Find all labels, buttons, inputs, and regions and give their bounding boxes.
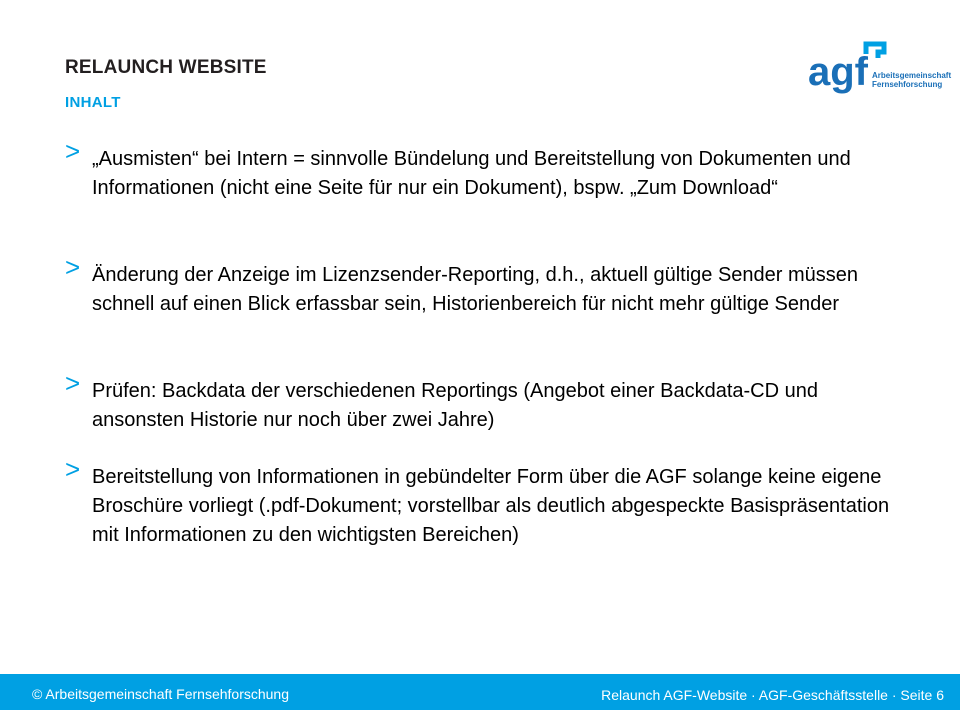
agf-logo [806,40,956,100]
bullet-text: Bereitstellung von Informationen in gebündelter Form über die AGF solange keine eigene Broschüre vorliegt (.pdf-Dokument; vorstellbar als deutlich abgespeckte Basispräsentation mit Informationen zu den wichtigsten Bereichen) [92,466,890,546]
agf-logo-line2: Fernsehforschung [872,80,943,89]
footer-copyright: © Arbeitsgemeinschaft Fernsehforschung [32,686,290,702]
bullet-text: Prüfen: Backdata der verschiedenen Reportings (Angebot einer Backdata-CD und ansonsten Historie nur noch über zwei Jahre) [92,380,818,431]
slide-title: RELAUNCH WEBSITE [65,57,267,78]
bullet-marker-icon: > [65,252,81,282]
slide-subtitle: INHALT [65,94,121,111]
bullet-marker-icon: > [65,136,81,166]
agf-logo-wordmark: agf [808,50,868,94]
agf-logo-mark-icon [866,44,884,58]
bullet-marker-icon: > [65,454,81,484]
footer-bar [0,674,960,710]
footer-page-info: Relaunch AGF-Website · AGF-Geschäftsstelle · Seite 6 [601,687,944,703]
bullet-text: „Ausmisten“ bei Intern = sinnvolle Bündelung und Bereitstellung von Dokumenten und Informationen (nicht eine Seite für nur ein Dokument), bspw. „Zum Download“ [92,148,851,199]
agf-logo-line1: Arbeitsgemeinschaft [872,71,952,80]
bullet-text: Änderung der Anzeige im Lizenzsender-Reporting, d.h., aktuell gültige Sender müssen schnell auf einen Blick erfassbar sein, Historienbereich für nicht mehr gültige Sender [92,264,859,315]
bullet-marker-icon: > [65,368,81,398]
